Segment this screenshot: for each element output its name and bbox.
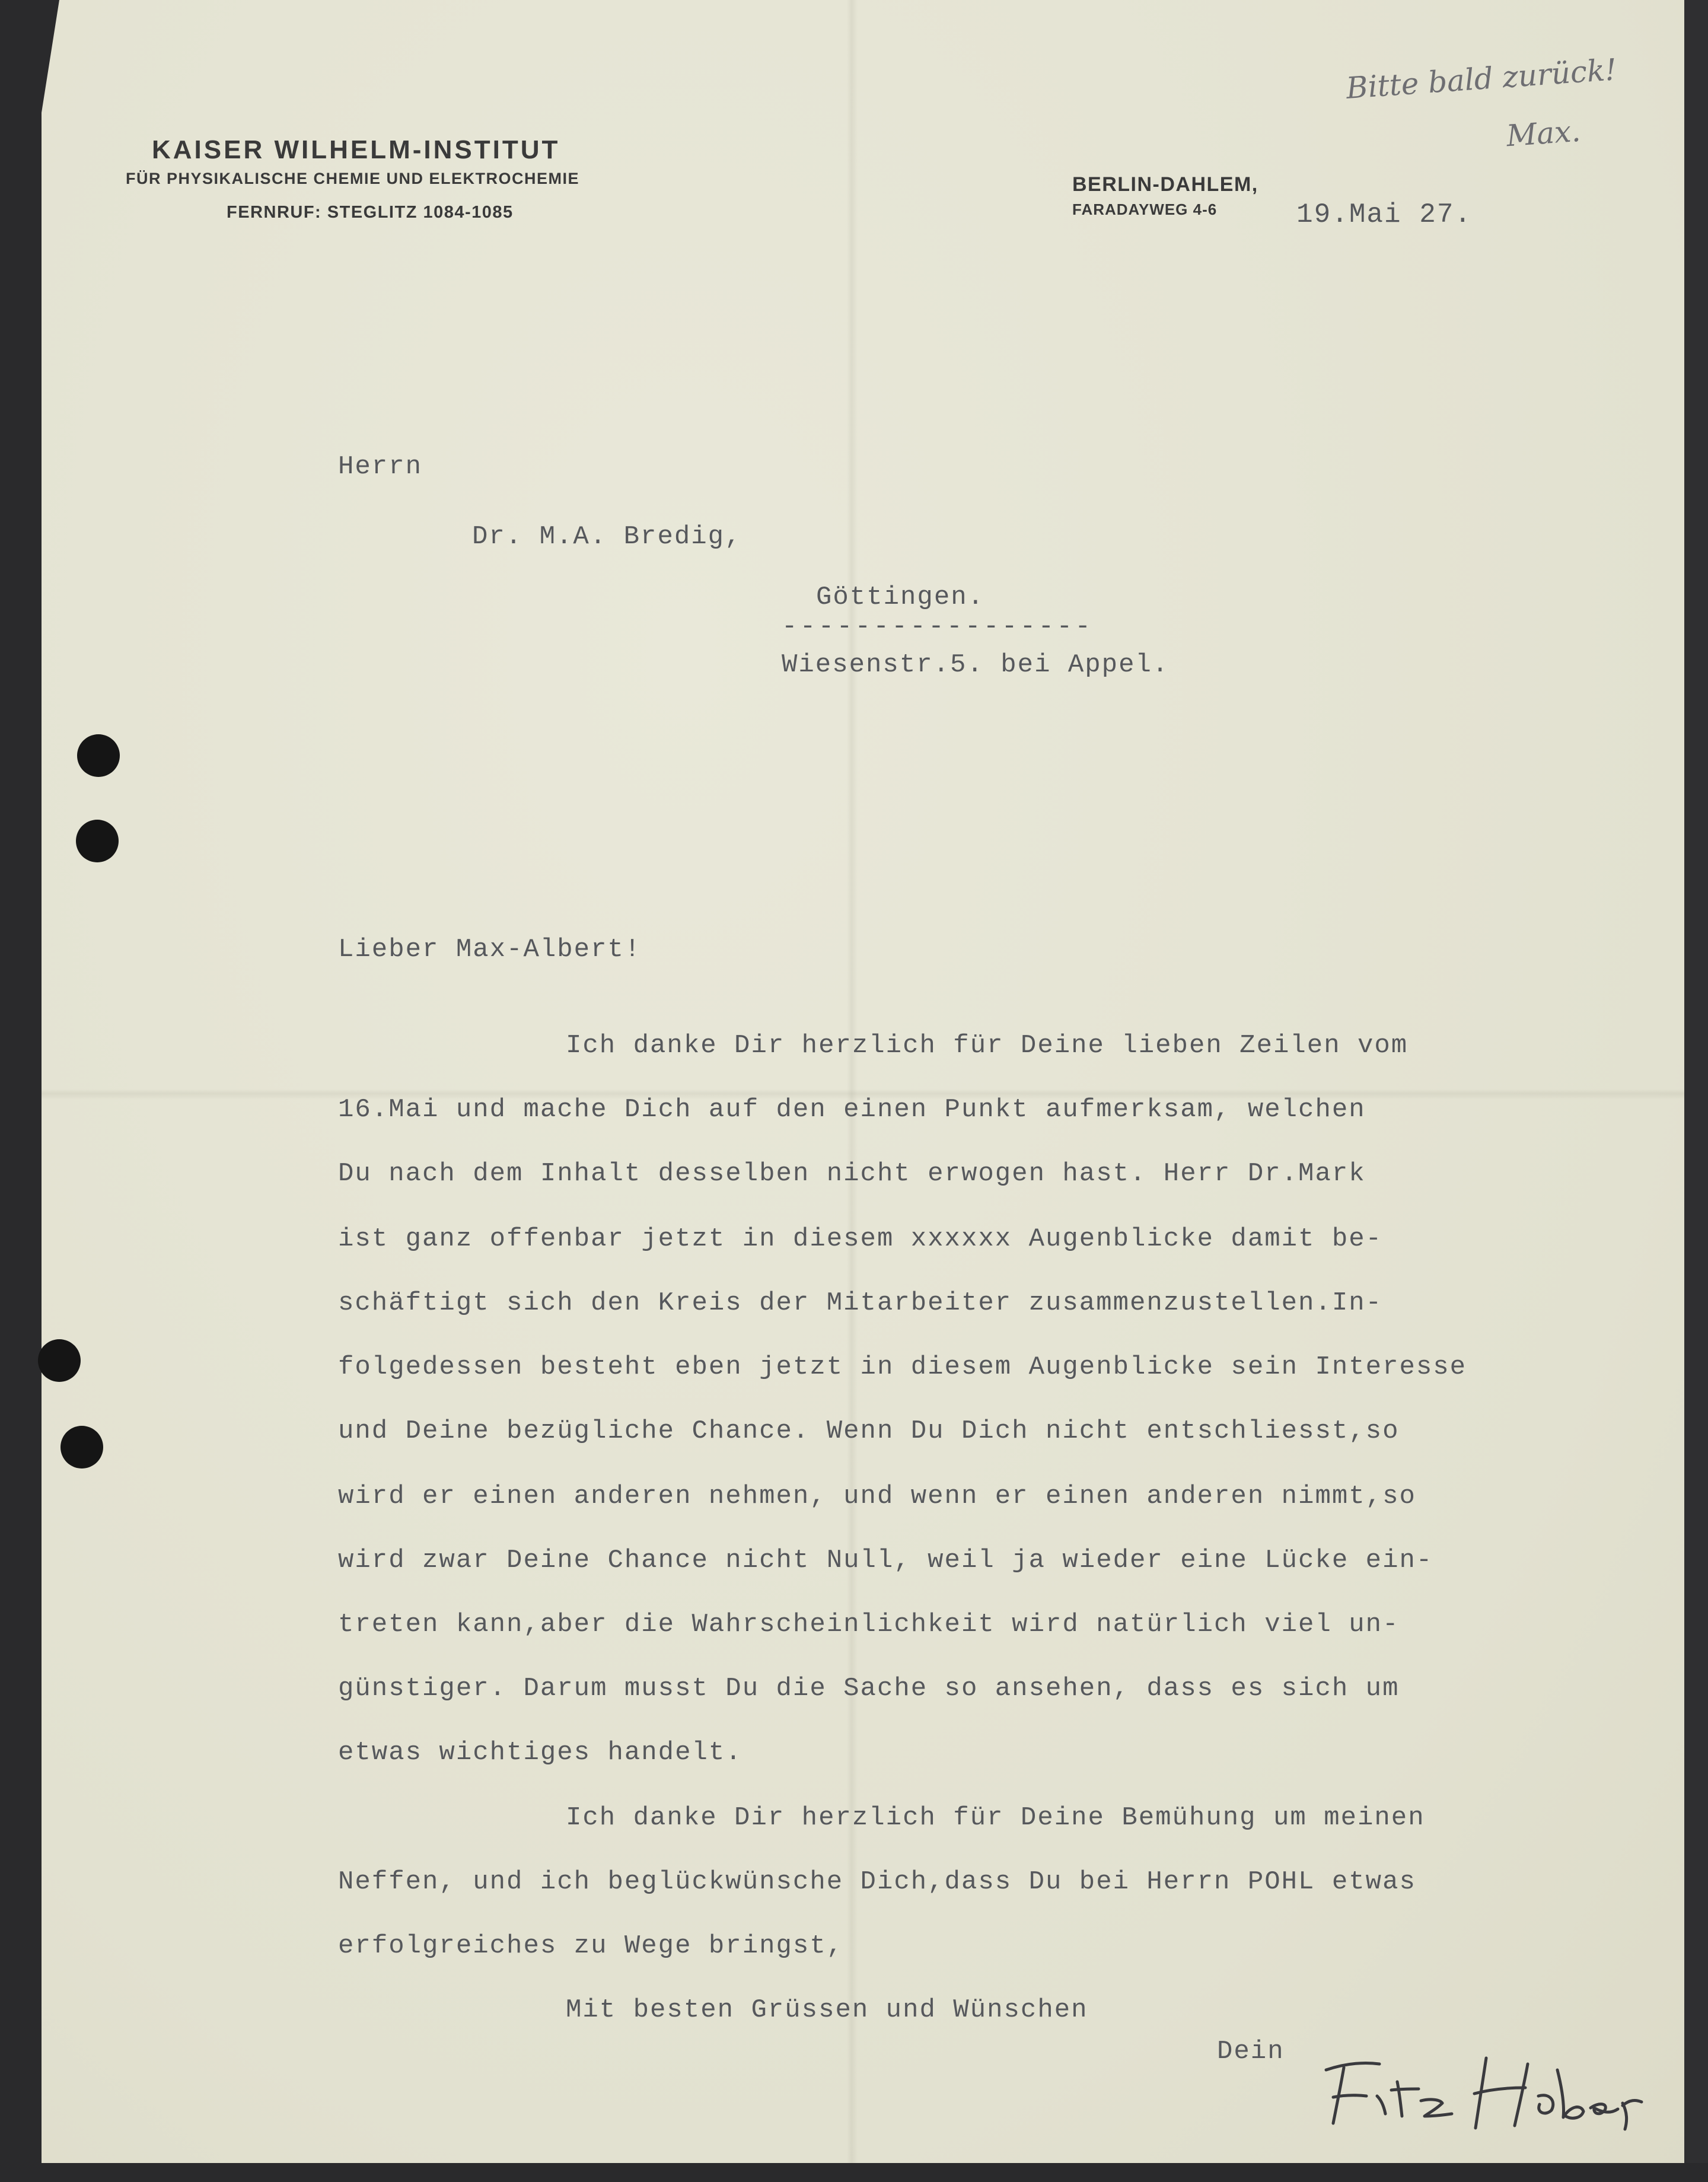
body-line: schäftigt sich den Kreis der Mitarbeiter zusammenzustellen.In-	[338, 1288, 1383, 1318]
letterhead-institute: KAISER WILHELM-INSTITUT	[152, 135, 560, 164]
body-line: erfolgreiches zu Wege bringst,	[338, 1931, 844, 1961]
address-name: Dr. M.A. Bredig,	[472, 522, 742, 552]
body-line: 16.Mai und mache Dich auf den einen Punkt aufmerksam, welchen	[338, 1095, 1366, 1125]
letterhead-street: FARADAYWEG 4-6	[1072, 200, 1218, 218]
letterhead-phone: FERNRUF: STEGLITZ 1084-1085	[227, 203, 514, 222]
handwritten-note-initial: Max.	[1505, 113, 1582, 154]
scan-background-right	[1684, 0, 1708, 2182]
address-underline: -----------------	[782, 612, 1094, 642]
scan-background-left	[0, 0, 42, 2182]
body-line: günstiger. Darum musst Du die Sache so ansehen, dass es sich um	[338, 1674, 1400, 1703]
punch-hole	[76, 820, 119, 862]
scan-background-bottom	[0, 2163, 1708, 2182]
body-line: ist ganz offenbar jetzt in diesem xxxxxx Augenblicke damit be-	[338, 1224, 1383, 1254]
address-street: Wiesenstr.5. bei Appel.	[782, 650, 1170, 680]
punch-hole	[38, 1339, 81, 1382]
body-line: Ich danke Dir herzlich für Deine Bemühung um meinen	[566, 1803, 1425, 1833]
letter-closing-dein: Dein	[1217, 2037, 1285, 2066]
body-line: Du nach dem Inhalt desselben nicht erwogen hast. Herr Dr.Mark	[338, 1159, 1366, 1189]
handwritten-signature	[1302, 2046, 1646, 2135]
body-line: wird zwar Deine Chance nicht Null, weil ja wieder eine Lücke ein-	[338, 1546, 1433, 1575]
letter-closing: Mit besten Grüssen und Wünschen	[566, 1995, 1088, 2025]
letter-date: 19.Mai 27.	[1296, 199, 1473, 230]
body-line: und Deine bezügliche Chance. Wenn Du Dich nicht entschliesst,so	[338, 1416, 1400, 1446]
handwritten-note: Bitte bald zurück!	[1344, 52, 1618, 106]
letter-greeting: Lieber Max-Albert!	[338, 935, 642, 964]
punch-hole	[60, 1426, 103, 1469]
address-city: Göttingen.	[816, 582, 985, 612]
punch-hole	[77, 734, 120, 777]
body-line: etwas wichtiges handelt.	[338, 1738, 743, 1767]
body-line: folgedessen besteht eben jetzt in diesem Augenblicke sein Interesse	[338, 1352, 1467, 1382]
body-line: wird er einen anderen nehmen, und wenn er einen anderen nimmt,so	[338, 1482, 1416, 1511]
address-salutation: Herrn	[338, 452, 423, 482]
folded-corner	[42, 0, 59, 113]
letterhead-city: BERLIN-DAHLEM,	[1072, 173, 1258, 196]
body-line: Neffen, und ich beglückwünsche Dich,dass Du bei Herrn POHL etwas	[338, 1867, 1416, 1897]
letterhead-subtitle: FÜR PHYSIKALISCHE CHEMIE UND ELEKTROCHEMIE	[126, 170, 580, 187]
body-line: Ich danke Dir herzlich für Deine lieben Zeilen vom	[566, 1031, 1409, 1060]
body-line: treten kann,aber die Wahrscheinlichkeit wird natürlich viel un-	[338, 1610, 1400, 1639]
